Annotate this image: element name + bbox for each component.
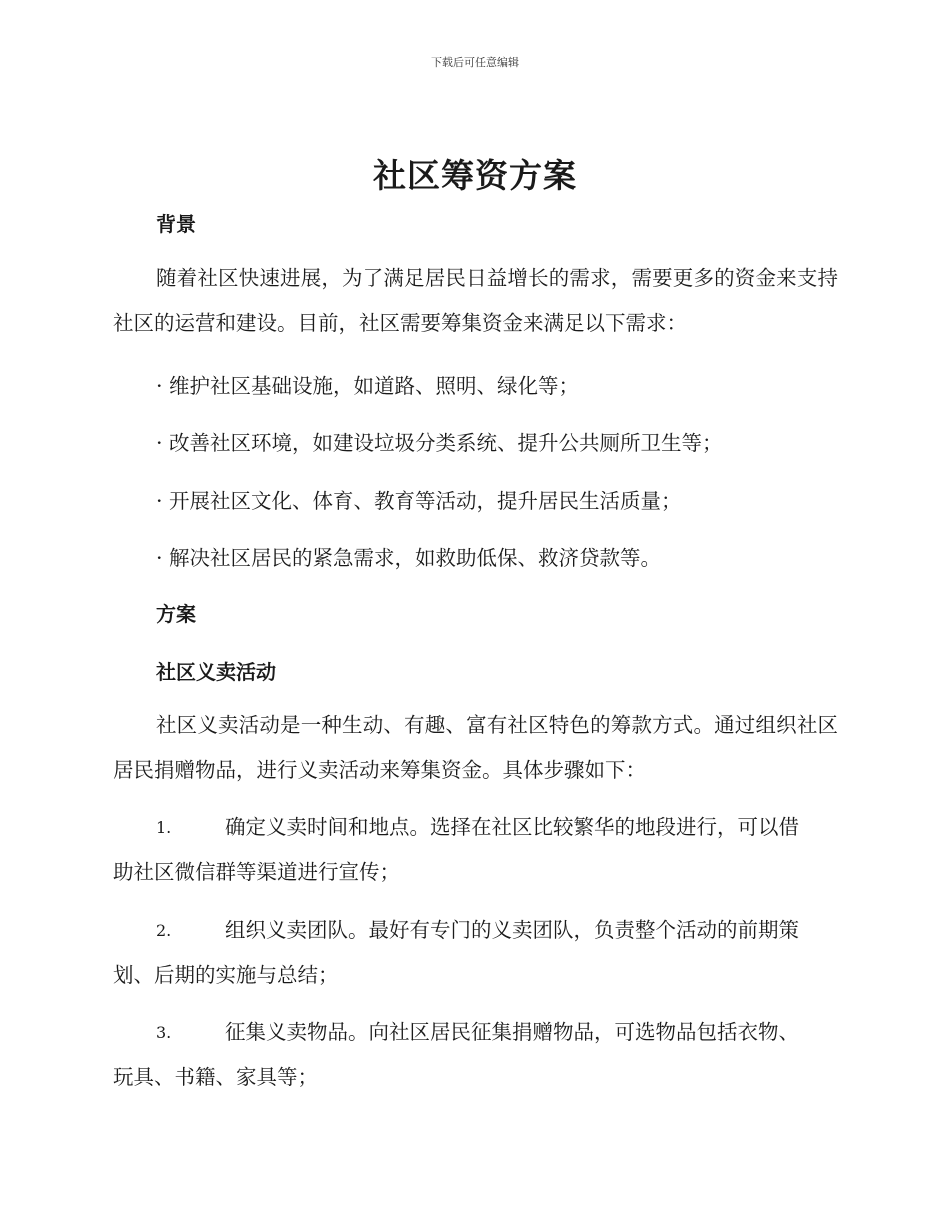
step-text-line1: 组织义卖团队。最好有专门的义卖团队，负责整个活动的前期策	[225, 918, 799, 942]
subsection-heading-charity-sale: 社区义卖活动	[156, 660, 276, 684]
section-heading-background: 背景	[156, 212, 196, 236]
step-text-line2: 助社区微信群等渠道进行宣传；	[113, 860, 400, 884]
bullet-item: · 改善社区环境，如建设垃圾分类系统、提升公共厕所卫生等；	[156, 431, 723, 455]
charity-sale-paragraph: 社区义卖活动是一种生动、有趣、富有社区特色的筹款方式。通过组织社区居民捐赠物品，进行义卖活动来筹集资金。具体步骤如下：	[113, 713, 838, 782]
step-text-line2: 划、后期的实施与总结；	[113, 963, 339, 987]
step-number: 3.	[156, 1023, 172, 1042]
document-title: 社区筹资方案	[373, 156, 577, 195]
section-heading-plan: 方案	[156, 602, 196, 626]
numbered-step	[113, 805, 838, 895]
page-header-note: 下载后可任意编辑	[431, 56, 519, 69]
numbered-step	[113, 908, 838, 998]
bullet-item: · 维护社区基础设施，如道路、照明、绿化等；	[156, 374, 580, 398]
numbered-step	[113, 1010, 838, 1100]
bullet-item: · 解决社区居民的紧急需求，如救助低保、救济贷款等。	[156, 546, 662, 570]
bullet-item: · 开展社区文化、体育、教育等活动，提升居民生活质量；	[156, 489, 682, 513]
step-text-line2: 玩具、书籍、家具等；	[113, 1065, 318, 1089]
step-text-line1: 征集义卖物品。向社区居民征集捐赠物品，可选物品包括衣物、	[225, 1020, 799, 1044]
step-number: 1.	[156, 818, 172, 837]
background-paragraph: 随着社区快速进展，为了满足居民日益增长的需求，需要更多的资金来支持社区的运营和建设。目前，社区需要筹集资金来满足以下需求：	[113, 266, 838, 335]
step-text-line1: 确定义卖时间和地点。选择在社区比较繁华的地段进行，可以借	[225, 815, 799, 839]
step-number: 2.	[156, 921, 172, 940]
